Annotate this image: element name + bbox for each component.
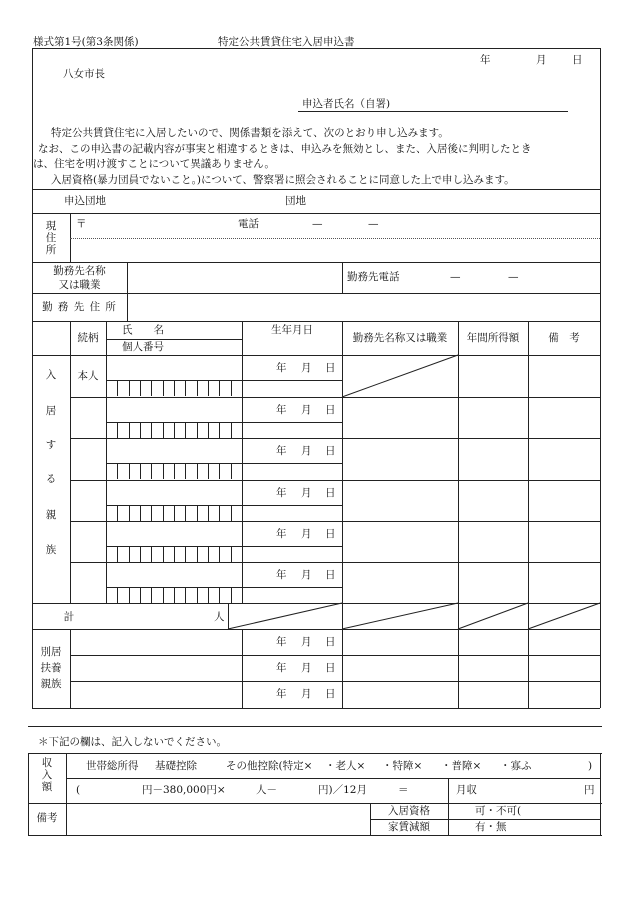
separate-birth-month: 月: [301, 636, 312, 648]
family-birth-month: 月: [301, 487, 312, 499]
calc-special-disability: ・特障×: [382, 760, 423, 772]
family-birth-day: 日: [325, 487, 336, 499]
calc-open-paren: (: [76, 784, 81, 796]
family-birth-year: 年: [276, 487, 287, 499]
workplace-name-label-1: 勤務先名称: [53, 265, 106, 277]
calc-yen-unit: 円: [584, 784, 595, 796]
income-label-char-3: 額: [41, 781, 53, 793]
col-income-header: 年間所得額: [466, 332, 520, 344]
estate-label: 申込団地: [64, 195, 106, 207]
calc-formula-c: 円)／12月: [318, 784, 367, 796]
separate-birth-day: 日: [325, 688, 336, 700]
family-birth-year: 年: [276, 362, 287, 374]
workplace-phone-label: 勤務先電話: [347, 271, 400, 283]
office-remarks-label: 備考: [36, 812, 58, 824]
family-side-char-5: 親: [45, 509, 57, 521]
col-workplace-header: 勤務先名称又は職業: [352, 332, 448, 344]
address-label-char-2: 住: [45, 232, 57, 244]
postal-mark: 〒: [76, 218, 87, 230]
family-side-char-1: 入: [45, 369, 57, 381]
separate-label-2: 扶養: [40, 662, 62, 674]
workplace-phone-dash-2: —: [508, 271, 519, 283]
family-side-char-3: す: [45, 439, 57, 451]
calc-monthly-income-label: 月収: [456, 784, 477, 796]
family-birth-year: 年: [276, 404, 287, 416]
workplace-name-label-2: 又は職業: [58, 279, 101, 291]
self-label: 本人: [77, 370, 99, 382]
family-birth-month: 月: [301, 362, 312, 374]
family-birth-day: 日: [325, 528, 336, 540]
applicant-signature-label: 申込者氏名（自署): [302, 98, 391, 110]
income-label-char-2: 入: [41, 769, 53, 781]
separate-birth-month: 月: [301, 662, 312, 674]
separate-label-1: 別居: [40, 646, 62, 658]
family-birth-month: 月: [301, 445, 312, 457]
family-birth-day: 日: [325, 362, 336, 374]
calc-basic-deduction: 基礎控除: [155, 760, 197, 772]
separate-birth-year: 年: [276, 688, 287, 700]
date-month-mark: 月: [536, 54, 547, 66]
qualification-value: 可・不可(: [475, 805, 522, 817]
body-text-4: 入居資格(暴力団員でないこと。)について、警察署に照会されることに同意した上で申し込みます。: [51, 174, 515, 186]
address-phone-dash-2: —: [368, 218, 379, 230]
form-title: 特定公共賃貸住宅入居申込書: [218, 36, 355, 48]
family-birth-month: 月: [301, 404, 312, 416]
calc-formula-a: 円－380,000円×: [142, 784, 226, 796]
family-birth-year: 年: [276, 569, 287, 581]
family-birth-day: 日: [325, 404, 336, 416]
total-label: 計: [63, 611, 75, 623]
family-birth-day: 日: [325, 569, 336, 581]
family-birth-day: 日: [325, 445, 336, 457]
col-relation-header: 続柄: [77, 332, 99, 344]
rent-reduction-value: 有・無: [475, 821, 507, 833]
calc-disability: ・普障×: [441, 760, 482, 772]
calc-widow: ・寡ふ: [500, 760, 532, 772]
workplace-phone-dash-1: —: [450, 271, 461, 283]
family-side-char-6: 族: [45, 544, 57, 556]
family-birth-year: 年: [276, 528, 287, 540]
separate-birth-year: 年: [276, 662, 287, 674]
workplace-address-label: 勤 務 先 住 所: [42, 301, 117, 313]
estate-suffix: 団地: [285, 195, 306, 207]
calc-equals: ＝: [398, 784, 409, 796]
body-text-3: は、住宅を明け渡すことについて異議ありません。: [33, 158, 275, 170]
separate-label-3: 親族: [40, 678, 62, 690]
income-label-char-1: 収: [41, 757, 53, 769]
col-remarks-header: 備 考: [548, 332, 580, 344]
address-label-char-1: 現: [45, 220, 57, 232]
address-label-char-3: 所: [45, 244, 57, 256]
col-birth-header: 生年月日: [271, 324, 313, 336]
family-birth-month: 月: [301, 569, 312, 581]
office-use-note: ＊下記の欄は、記入しないでください。: [38, 736, 227, 748]
qualification-label: 入居資格: [388, 805, 430, 817]
address-phone-dash-1: —: [312, 218, 323, 230]
date-day-mark: 日: [572, 54, 583, 66]
family-birth-year: 年: [276, 445, 287, 457]
addressee: 八女市長: [63, 68, 105, 80]
body-text-1: 特定公共賃貸住宅に入居したいので、関係書類を添えて、次のとおり申し込みます。: [51, 127, 449, 139]
family-birth-month: 月: [301, 528, 312, 540]
family-side-char-2: 居: [45, 405, 57, 417]
separate-birth-year: 年: [276, 636, 287, 648]
calc-total-income: 世帯総所得: [86, 760, 139, 772]
separate-birth-day: 日: [325, 662, 336, 674]
col-individual-no-header: 個人番号: [122, 341, 164, 353]
family-side-char-4: る: [45, 473, 57, 485]
separate-birth-day: 日: [325, 636, 336, 648]
separate-birth-month: 月: [301, 688, 312, 700]
calc-elderly: ・老人×: [325, 760, 366, 772]
total-unit: 人: [214, 611, 225, 623]
date-year-mark: 年: [480, 54, 491, 66]
address-phone-label: 電話: [238, 218, 259, 230]
col-name-header: 氏 名: [122, 324, 164, 336]
calc-other-deduction: その他控除(特定×: [226, 760, 313, 772]
calc-formula-b: 人－: [256, 784, 277, 796]
calc-close-paren: ): [588, 760, 593, 772]
form-number: 様式第1号(第3条関係): [33, 36, 139, 48]
body-text-2: なお、この申込書の記載内容が事実と相違するときは、申込みを無効とし、また、入居後に判明したとき: [38, 143, 532, 155]
rent-reduction-label: 家賃減額: [388, 821, 430, 833]
